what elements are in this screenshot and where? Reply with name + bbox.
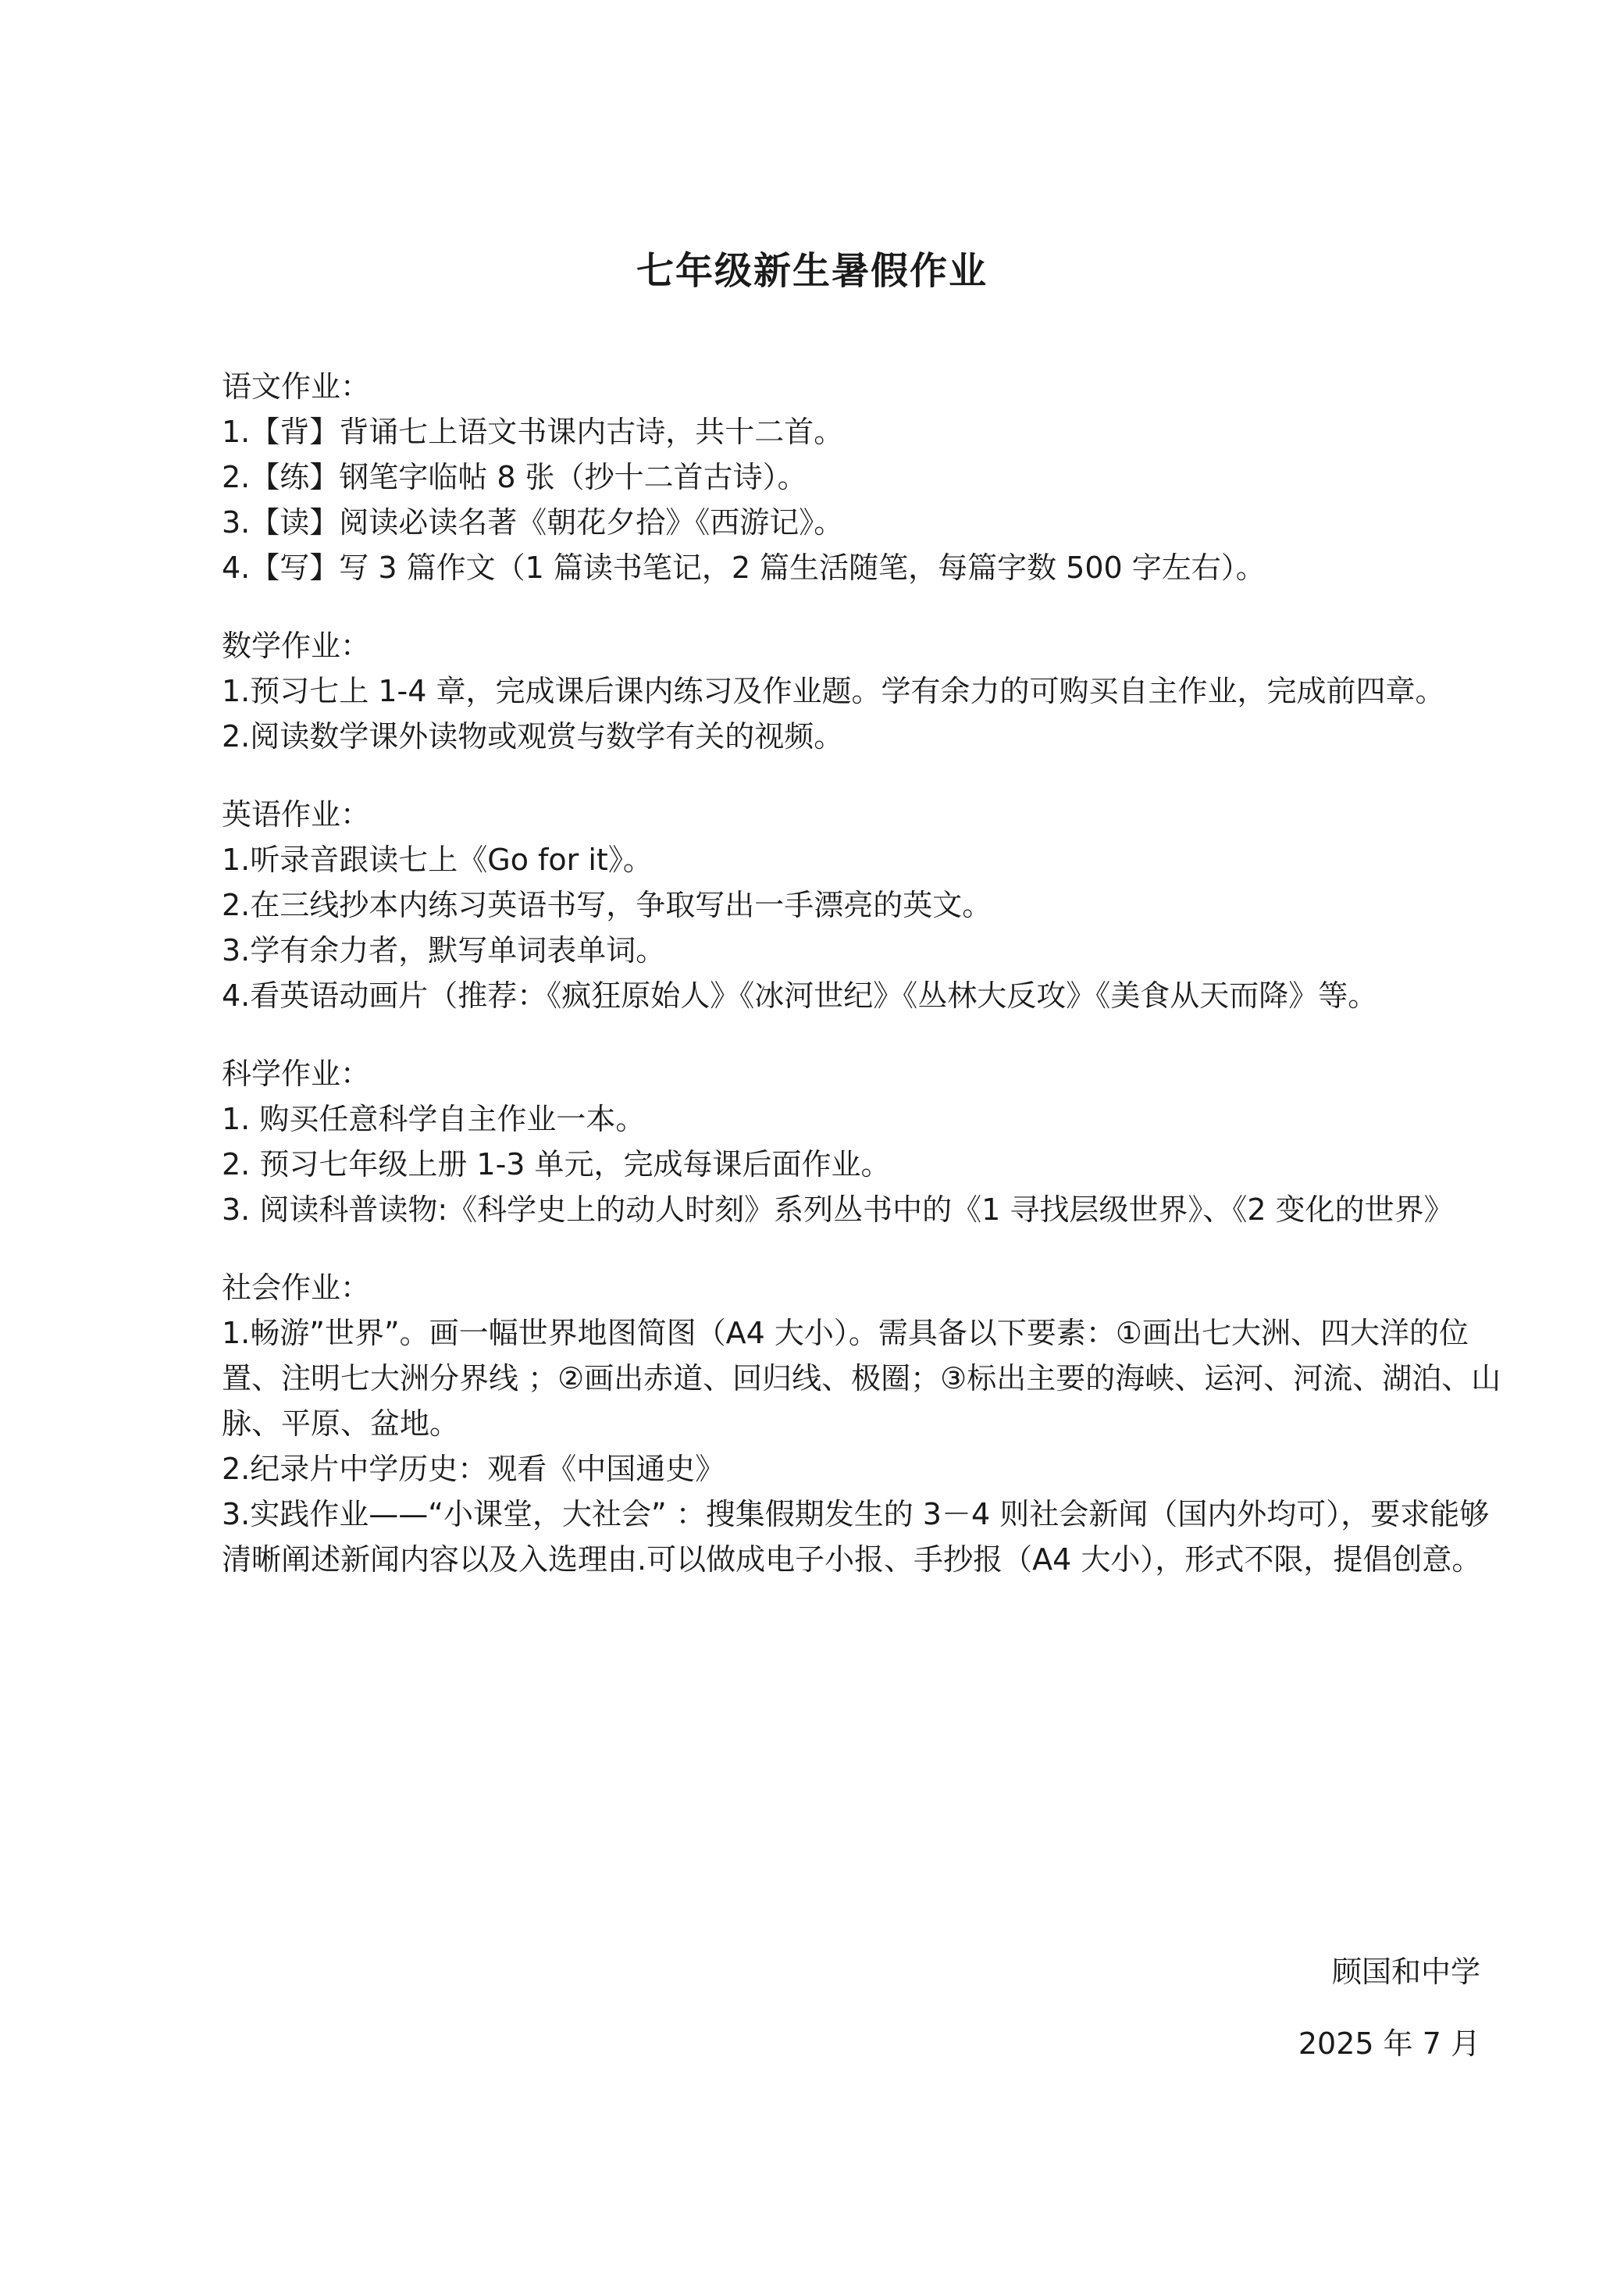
section-heading: 英语作业： [222, 797, 371, 832]
section-heading: 数学作业： [222, 629, 371, 663]
section-science [222, 1051, 1502, 1232]
section-heading: 语文作业： [222, 369, 371, 404]
list-item: 2. 预习七年级上册 1-3 单元，完成每课后面作业。 [222, 1147, 891, 1182]
page-title: 七年级新生暑假作业 [636, 249, 988, 293]
list-item: 2.【练】钢笔字临帖 8 张（抄十二首古诗）。 [222, 460, 807, 494]
section-social [222, 1265, 1502, 1582]
section-chinese [222, 364, 1502, 590]
school-name: 顾国和中学 [1331, 1955, 1480, 1989]
section-math [222, 623, 1502, 759]
list-item: 3. 阅读科普读物:《科学史上的动人时刻》系列丛书中的《1 寻找层级世界》、《2 变化的世界》 [222, 1192, 1454, 1227]
list-item: 1.【背】背诵七上语文书课内古诗，共十二首。 [222, 415, 844, 449]
list-item: 2.在三线抄本内练习英语书写，争取写出一手漂亮的英文。 [222, 888, 992, 922]
assignment-content [222, 364, 1502, 1615]
section-english [222, 792, 1502, 1018]
list-item: 1.听录音跟读七上《Go for it》。 [222, 843, 653, 877]
list-item: 1.预习七上 1-4 章，完成课后课内练习及作业题。学有余力的可购买自主作业，完成前四章。 [222, 674, 1445, 708]
list-item: 4.【写】写 3 篇作文（1 篇读书笔记，2 篇生活随笔，每篇字数 500 字左右）。 [222, 551, 1266, 585]
document-date: 2025 年 7 月 [1298, 2026, 1480, 2061]
section-heading: 社会作业： [222, 1271, 371, 1305]
list-item: 3.实践作业——“小课堂，大社会” ：搜集假期发生的 3－4 则社会新闻（国内外均可），要求能够清晰阐述新闻内容以及入选理由.可以做成电子小报、手抄报（A4 大小），形式不限，提倡创意。 [222, 1497, 1490, 1577]
list-item: 1.畅游”世界”。画一幅世界地图简图（A4 大小）。需具备以下要素：①画出七大洲、四大洋的位置、注明七大洲分界线 ；②画出赤道、回归线、极圈；③标出主要的海峡、运河、河流、湖泊、山脉、平原、盆地。 [222, 1316, 1501, 1441]
list-item: 4.看英语动画片（推荐：《疯狂原始人》《冰河世纪》《丛林大反攻》《美食从天而降》等。 [222, 978, 1378, 1013]
list-item: 3.【读】阅读必读名著《朝花夕拾》《西游记》。 [222, 505, 844, 540]
list-item: 2.纪录片中学历史：观看《中国通史》 [222, 1452, 725, 1486]
list-item: 1. 购买任意科学自主作业一本。 [222, 1102, 646, 1136]
list-item: 2.阅读数学课外读物或观赏与数学有关的视频。 [222, 719, 844, 754]
list-item: 3.学有余力者，默写单词表单词。 [222, 933, 666, 968]
section-heading: 科学作业： [222, 1057, 371, 1091]
